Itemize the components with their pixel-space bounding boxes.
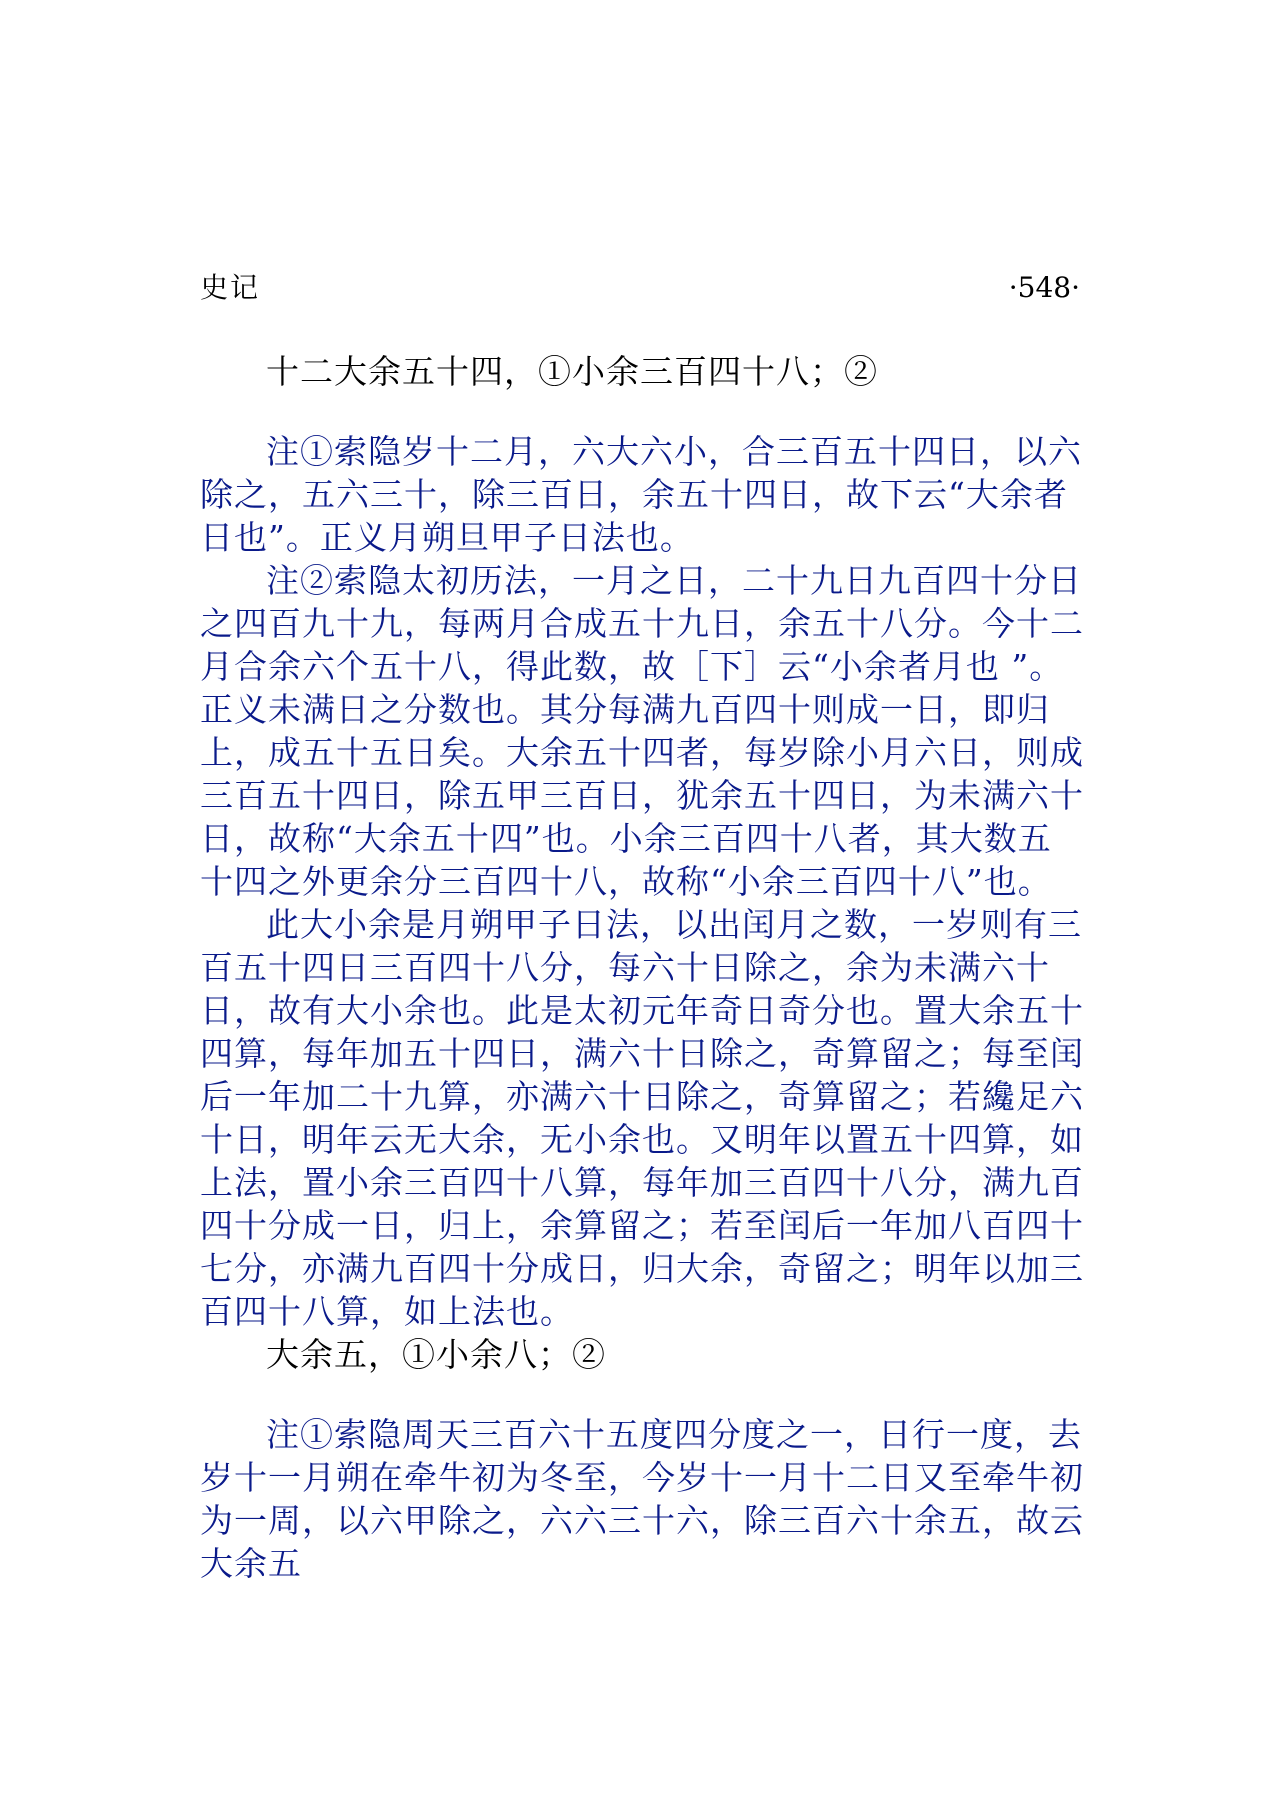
page-number: ·548· — [1008, 271, 1080, 304]
annotation-paragraph: 注①索隐岁十二月，六大六小，合三百五十四日，以六除之，五六三十，除三百日，余五十四日，故下云“大余者日也”。正义月朔旦甲子日法也。 — [200, 432, 1082, 557]
annotation-paragraph: 此大小余是月朔甲子日法，以出闰月之数，一岁则有三百五十四日三百四十八分，每六十日除之，余为未满六十日，故有大小余也。此是太初元年奇日奇分也。置大余五十四算，每年加五十四日，满六十日除之，奇算留之；每至闰后一年加二十九算，亦满六十日除之，奇算留之；若纔足六十日，明年云无大余，无小余也。又明年以置五十四算，如上法，置小余三百四十八算，每年加三百四十八分，满九百四十分成一日，归上，余算留之；若至闰后一年加八百四十七分，亦满九百四十分成日，归大余，奇留之；明年以加三百四十八算，如上法也。 — [200, 905, 1084, 1331]
page-body — [200, 350, 1085, 1585]
book-title: 史记 — [200, 271, 261, 304]
main-text-line: 大余五，①小余八；② — [266, 1335, 606, 1374]
annotation-paragraph: 注②索隐太初历法，一月之日，二十九日九百四十分日之四百九十九，每两月合成五十九日，余五十八分。今十二月合余六个五十八，得此数，故［下］云“小余者月也 ”。正义未满日之分数也。其分每满九百四十则成一日，即归上，成五十五日矣。大余五十四者，每岁除小月六日，则成三百五十四日，除五甲三百日，犹余五十四日，为未满六十日，故称“大余五十四”也。小余三百四十八者，其大数五十四之外更余分三百四十八，故称“小余三百四十八”也。 — [200, 561, 1084, 901]
main-text-line: 十二大余五十四，①小余三百四十八；② — [266, 352, 878, 391]
paragraph-gap — [200, 393, 1085, 430]
paragraph-gap — [200, 1376, 1085, 1413]
annotation-paragraph: 注①索隐周天三百六十五度四分度之一，日行一度，去岁十一月朔在牵牛初为冬至，今岁十一月十二日又至牵牛初为一周，以六甲除之，六六三十六，除三百六十余五，故云大余五 — [200, 1415, 1084, 1583]
